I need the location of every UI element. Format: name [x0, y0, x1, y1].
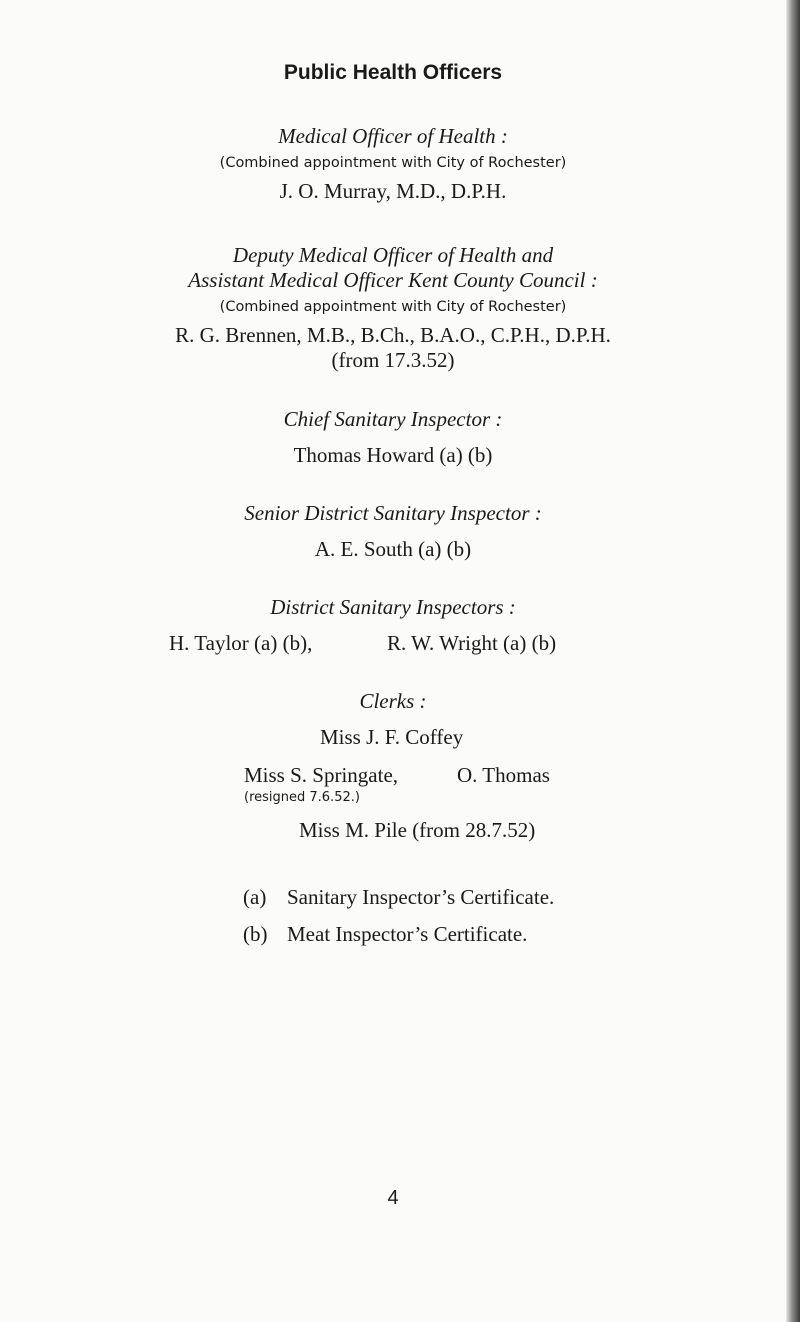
medical-officer-note: (Combined appointment with City of Rochester) [219, 155, 567, 171]
deputy-officer-from-date: (from 17.3.52) [331, 348, 455, 372]
clerk-springate: Miss S. Springate, [244, 763, 399, 787]
clerk-resigned-note: (resigned 7.6.52.) [244, 790, 360, 805]
footnote-marker-a: (a) [243, 885, 267, 909]
senior-district-inspector-role: Senior District Sanitary Inspector : [244, 501, 542, 525]
clerk-pile: Miss M. Pile (from 28.7.52) [299, 818, 536, 842]
deputy-officer-name: R. G. Brennen, M.B., B.Ch., B.A.O., C.P.H., D.P.H. [175, 323, 611, 347]
clerk-thomas: O. Thomas [457, 763, 550, 787]
chief-sanitary-inspector-name: Thomas Howard (a) (b) [293, 443, 493, 467]
footnote-text-b: Meat Inspector’s Certificate. [287, 922, 528, 946]
senior-district-inspector-name: A. E. South (a) (b) [314, 537, 472, 561]
page-number: 4 [387, 1187, 399, 1209]
page-edge-shadow [786, 0, 800, 1322]
deputy-officer-role-line2: Assistant Medical Officer Kent County Council : [188, 268, 598, 292]
district-inspector-wright: R. W. Wright (a) (b) [387, 631, 557, 655]
footnote-marker-b: (b) [243, 922, 268, 946]
district-inspector-taylor: H. Taylor (a) (b), [169, 631, 313, 655]
medical-officer-name: J. O. Murray, M.D., D.P.H. [279, 179, 507, 203]
deputy-officer-role-line1: Deputy Medical Officer of Health and [232, 243, 554, 267]
chief-sanitary-inspector-role: Chief Sanitary Inspector : [283, 407, 503, 431]
district-inspectors-role: District Sanitary Inspectors : [270, 595, 516, 619]
medical-officer-role: Medical Officer of Health : [278, 124, 508, 148]
deputy-officer-note: (Combined appointment with City of Rochester) [219, 299, 567, 315]
footnote-text-a: Sanitary Inspector’s Certificate. [287, 885, 555, 909]
clerk-coffey: Miss J. F. Coffey [320, 725, 464, 749]
clerks-role: Clerks : [359, 689, 427, 713]
page-title: Public Health Officers [283, 61, 503, 84]
